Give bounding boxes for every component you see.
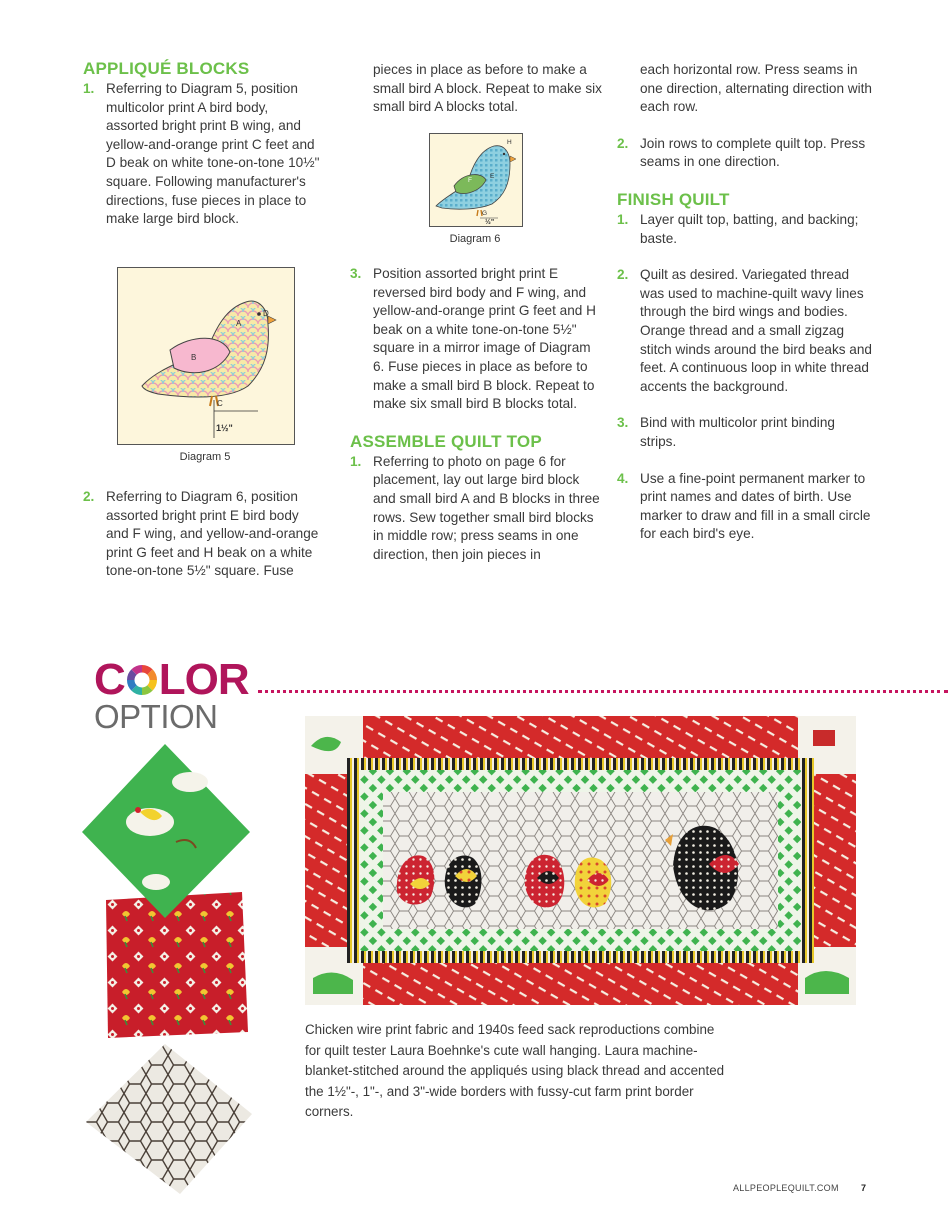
fabric-swatches-illustration <box>80 742 260 1194</box>
diagram-6 <box>429 133 523 227</box>
step-text: Referring to photo on page 6 for placement, lay out large bird block and small bird A and B blocks in three rows. Sew together small bird blocks in middle row; press seams in one direction, then join pieces in <box>373 453 600 562</box>
label-d: D <box>263 309 269 318</box>
step-applique-3 <box>350 265 602 414</box>
diagram-5-illustration <box>118 268 294 444</box>
diagram-6-caption: Diagram 6 <box>449 233 501 245</box>
quilt-photo <box>305 716 856 1005</box>
label-h: H <box>507 139 512 146</box>
column-2 <box>350 61 602 135</box>
step-text: Bind with multicolor print binding strips. <box>640 415 835 449</box>
footer-site: ALLPEOPLEQUILT.COM <box>733 1183 839 1193</box>
step-text: Layer quilt top, batting, and backing; baste. <box>640 211 859 246</box>
step-applique-1 <box>83 80 323 229</box>
diagram-6-illustration <box>430 134 522 226</box>
step-text: Referring to Diagram 5, position multicolor print A bird body, assorted bright print B wing, and yellow-and-orange print C feet and D beak on white tone-on-tone 10½" square. Following manufacturer's directions, fuse pieces in place to make large bird block. <box>106 81 320 227</box>
label-c: C <box>217 399 223 408</box>
step-assemble-1 <box>350 453 602 565</box>
column-2-lower <box>350 265 602 582</box>
step-text: Join rows to complete quilt top. Press seams in one direction. <box>640 135 866 170</box>
option-word: OPTION <box>94 698 218 735</box>
label-e: E <box>490 173 495 180</box>
diagram-5 <box>117 267 295 445</box>
step-number: 3. <box>617 415 629 431</box>
step-finish-4 <box>617 470 873 544</box>
step-number: 2. <box>617 135 629 151</box>
step-finish-2 <box>617 266 873 396</box>
column-3 <box>617 61 873 562</box>
fabric-swatches <box>80 742 260 1194</box>
page-number: 7 <box>861 1183 867 1193</box>
step-applique-2 <box>83 488 323 581</box>
heading-assemble-quilt-top: ASSEMBLE QUILT TOP <box>350 431 542 451</box>
dotted-divider <box>258 690 948 693</box>
quilt-photo-illustration <box>305 716 856 1005</box>
step-number: 2. <box>617 267 629 283</box>
step-text: Use a fine-point permanent marker to print names and dates of birth. Use marker to draw and fill in a small circle for each bird's eye. <box>640 470 871 542</box>
step-number: 4. <box>617 470 629 486</box>
diagram-5-caption: Diagram 5 <box>179 451 231 463</box>
label-b: B <box>191 353 197 362</box>
dimension-label: ½" <box>485 219 495 226</box>
continued-text: pieces in place as before to make a small bird A block. Repeat to make six small bird A blocks total. <box>373 62 602 115</box>
label-g: G <box>482 210 488 217</box>
column-1-lower <box>83 488 323 599</box>
step-number: 2. <box>83 489 95 504</box>
step-number: 1. <box>83 81 95 96</box>
color-wheel-icon <box>126 660 158 692</box>
photo-caption: Chicken wire print fabric and 1940s feed sack reproductions combine for quilt tester Laura Boehnke's cute wall hanging. Laura machine-blanket-stitched around the appliqués using black thread and accented the 1½"-, 1"-, and 3"-wide borders with fussy-cut farm print border corners. <box>305 1022 725 1119</box>
step-number: 1. <box>350 453 362 469</box>
step-number: 1. <box>617 211 629 227</box>
color-word <box>94 655 249 704</box>
label-f: F <box>468 177 472 184</box>
step-finish-3 <box>617 414 873 451</box>
dimension-label: 1½" <box>216 423 233 433</box>
heading-finish-quilt: FINISH QUILT <box>617 189 730 209</box>
color-option-logo <box>94 655 254 735</box>
step-number: 3. <box>350 266 362 281</box>
step-text: Quilt as desired. Variegated thread was used to machine-quilt wavy lines through the bird wings and bodies. Orange thread and a small zigzag stitch winds around the bird beaks and feet. A continuous loop in white thread accents the background. <box>640 267 872 394</box>
step-text: Referring to Diagram 6, position assorted bright print E bird body and F wing, and yellow-and-orange print G feet and H beak on a white tone-on-tone 5½" square. Fuse <box>106 489 319 579</box>
label-a: A <box>236 319 242 328</box>
color-word-c: C <box>94 655 125 704</box>
heading-applique-blocks: APPLIQUÉ BLOCKS <box>83 59 250 78</box>
step-finish-1 <box>617 211 873 248</box>
step-assemble-2 <box>617 135 873 172</box>
continued-text: each horizontal row. Press seams in one direction, alternating direction with each row. <box>640 62 872 115</box>
color-word-rest: LOR <box>158 655 249 704</box>
step-text: Position assorted bright print E reversed bird body and F wing, and yellow-and-orange print G feet and H beak on a white tone-on-tone 5½" square in a mirror image of Diagram 6. Fuse pieces in place as before to make a small bird B block. Repeat to make six small bird B blocks total. <box>373 266 596 412</box>
column-1 <box>83 59 323 247</box>
